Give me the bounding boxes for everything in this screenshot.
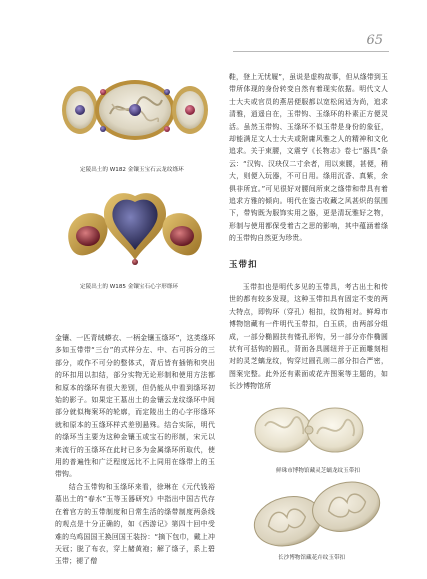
image-jade-belt-buckle-dragon (253, 404, 365, 456)
right-column-top-text (229, 71, 388, 245)
image-heart-shaped-belt-ring (60, 186, 210, 268)
caption-image-1: 定陵出土的 W182 金镶玉宝石云龙纹绦环 (80, 167, 184, 173)
right-paragraph-2: 玉带扣也是明代多见的玉带具，考古出土和传世的都有较多发现，这种玉带扣具有固定不变的两大特点，即钩环（穿孔）相扣，纹饰相对。鲜埠市博物馆藏有一件明代玉带扣，白玉质，由两部分组成，一部分椭圆扶有镂孔形钩，另一部分亦作椭圆状有可括钩的圆孔，背面各具圆纽并于正面雕刻相对的灵芝螭龙纹，钩穿过圆孔则二部分扣合严密，图案完整。此外还有素面或花卉图案等主题的，如长沙博物馆所 (229, 283, 388, 391)
page-number: 65 (366, 33, 383, 48)
left-column-text (55, 332, 215, 568)
left-paragraph-2: 结合玉带钩和玉绦环来看，徐琳在《元代钱裕墓出土的“春水”玉等玉器研究》中指出中国古代存在着官方的玉带制度和日常生活的绦带制度两条线的观点是十分正确的，如《西游记》第四十回中受难的乌鸡国国王换回国王装扮：“摘下包巾，戴上冲天冠；脱了布衣，穿上赭黄袍；解了绦子，系上碧玉带；褪了僧 (55, 482, 215, 566)
caption-image-2: 定陵出土的 W185 金镶宝石心字形绦环 (80, 284, 179, 290)
left-paragraph-1: 金镶、一匹青绒蟒衣、一柄金镶玉绦环”，这类绦环多如玉带带“三台”的式样分左、中、右可拆分的三部分，或作不可分的整体式，背后皆有插销和突出的环扣用以扣结，部分实物无论形制和使用方法都和原本的绦环有很大差别，但仍能从中看到绦环初始的影子。如果定王墓出土的金镶云龙纹绦环中间部分就似梅案环的轮廓，而定陵出土的心字形绦环就和原本的玉绦环样式差别悬殊。结合实际，明代的绦环当主要为这种金镶玉或宝石的形制，宋元以来流行的玉绦环在此时已多为金属绦环所取代，使用的普遍性和广泛程度远比不上同用在绦带上的玉带钩。 (55, 334, 215, 479)
section-title: 玉带扣 (229, 260, 258, 270)
caption-image-3: 鲜珠市博物馆藏灵芝螭龙纹玉带扣 (276, 468, 360, 474)
right-column-mid-text (229, 281, 388, 393)
image-jade-belt-buckle-floral (247, 480, 387, 548)
header-rule (233, 51, 389, 52)
caption-image-4: 长沙博物馆藏花卉纹玉带扣 (278, 555, 346, 561)
image-jade-belt-ring-dragon (60, 74, 210, 159)
right-paragraph-1: 鞋，登上无忧履”，虽说是虚构故事，但从绦带到玉带所体现的身份转变自然有着现实依据。明代文人士大夫或官员的燕居便服都以宽松闲适为尚，追求清雅，逍遥自在，玉带钩、玉绦环的朴素正方便灵活。虽然玉带钩、玉绦环不似玉带是身份的象征，却能满足文人士大夫或附庸风雅之人的精神和文化追求。关于束腰，文震亨《长物志》卷七“器具”条云：“汉钩、汉玦仅二寸余者，用以束腰，甚便，稍大，则便入玩器，不可日用。绦用沉香、真紫，余俱非所宜。”可见很好对腰间所束之绦带和带具有着追求方雅的倾向。明代在鉴古收藏之风甚炽的氛围下，带钩既为服饰实用之器，更是清玩雅好之物，形制与使用都保受着古之思的影响，其中蕴涵着绦的玉带钩自然更为珍贵。 (229, 73, 388, 243)
